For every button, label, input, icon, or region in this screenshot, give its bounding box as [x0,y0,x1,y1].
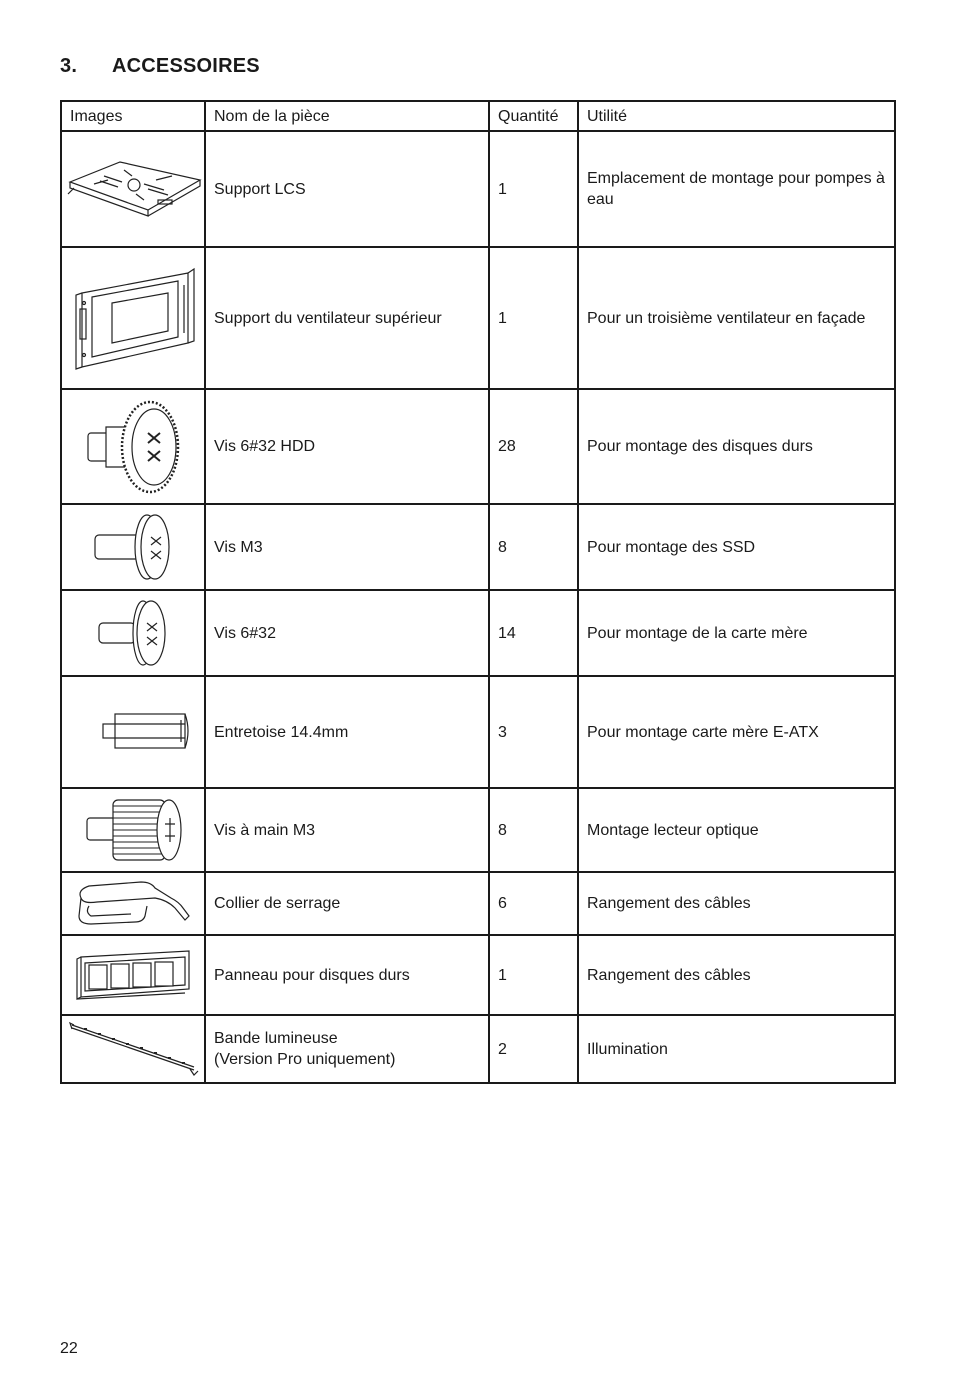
header-images: Images [61,101,205,131]
part-name: Bande lumineuse [214,1030,338,1047]
standoff-icon [73,702,193,762]
table-row [61,389,895,504]
quantity-cell: 14 [489,590,578,676]
image-cell [61,389,205,504]
quantity-cell: 1 [489,247,578,389]
image-cell [61,676,205,788]
section-number: 3. [60,55,78,77]
table-header-row [61,101,895,131]
part-name: Support LCS [214,180,306,198]
image-cell [61,131,205,247]
part-name-cell [205,389,489,504]
image-cell [61,247,205,389]
image-cell [61,1015,205,1083]
page-number: 22 [60,1340,78,1357]
part-name-cell [205,1015,489,1083]
header-use: Utilité [578,101,895,131]
part-name-cell [205,788,489,872]
lcs-bracket-icon [64,154,202,224]
part-name-cell [205,676,489,788]
table-row [61,590,895,676]
use-cell: Rangement des câbles [578,872,895,935]
image-cell [61,504,205,590]
part-name-cell [205,504,489,590]
cable-clip-icon [71,876,195,932]
image-cell [61,935,205,1015]
table-row [61,247,895,389]
part-name: Vis à main M3 [214,821,316,839]
use-cell: Pour un troisième ventilateur en façade [578,247,895,389]
use-cell: Pour montage des disques durs [578,389,895,504]
part-name-cell [205,872,489,935]
table-row [61,1015,895,1083]
part-name: Vis 6#32 [214,624,276,642]
part-name: Vis M3 [214,538,263,556]
use-cell: Rangement des câbles [578,935,895,1015]
part-name: Panneau pour disques durs [214,966,410,984]
quantity-cell: 3 [489,676,578,788]
fan-bracket-icon [68,263,198,373]
quantity-cell: 8 [489,504,578,590]
use-cell: Emplacement de montage pour pompes à eau [578,131,895,247]
part-name-note: (Version Pro uniquement) [214,1051,396,1068]
image-cell [61,590,205,676]
image-cell [61,872,205,935]
quantity-cell: 2 [489,1015,578,1083]
header-quantity: Quantité [489,101,578,131]
use-cell: Illumination [578,1015,895,1083]
part-name: Vis 6#32 HDD [214,438,316,455]
m3-screw-icon [83,511,183,583]
section-heading [60,55,260,78]
table-row [61,935,895,1015]
image-cell [61,788,205,872]
use-cell: Pour montage carte mère E-ATX [578,676,895,788]
use-cell: Pour montage de la carte mère [578,590,895,676]
part-name: Support du ventilateur supérieur [214,309,442,327]
part-name-cell [205,590,489,676]
part-name: Collier de serrage [214,895,341,912]
632-screw-icon [83,597,183,669]
table-row [61,676,895,788]
table-row [61,788,895,872]
table-row [61,131,895,247]
part-name-cell [205,247,489,389]
led-strip-icon [66,1019,200,1079]
table-row [61,504,895,590]
quantity-cell: 6 [489,872,578,935]
thumb-screw-icon [75,792,191,868]
accessories-table [60,100,896,1084]
part-name-cell [205,131,489,247]
part-name-cell [205,935,489,1015]
hdd-panel-icon [71,945,195,1005]
part-name: Entretoise 14.4mm [214,723,349,741]
use-cell: Montage lecteur optique [578,788,895,872]
quantity-cell: 8 [489,788,578,872]
section-title: ACCESSOIRES [112,55,260,77]
quantity-cell: 1 [489,131,578,247]
use-cell: Pour montage des SSD [578,504,895,590]
table-row [61,872,895,935]
hdd-screw-icon [78,397,188,497]
quantity-cell: 1 [489,935,578,1015]
quantity-cell: 28 [489,389,578,504]
header-part-name: Nom de la pièce [205,101,489,131]
